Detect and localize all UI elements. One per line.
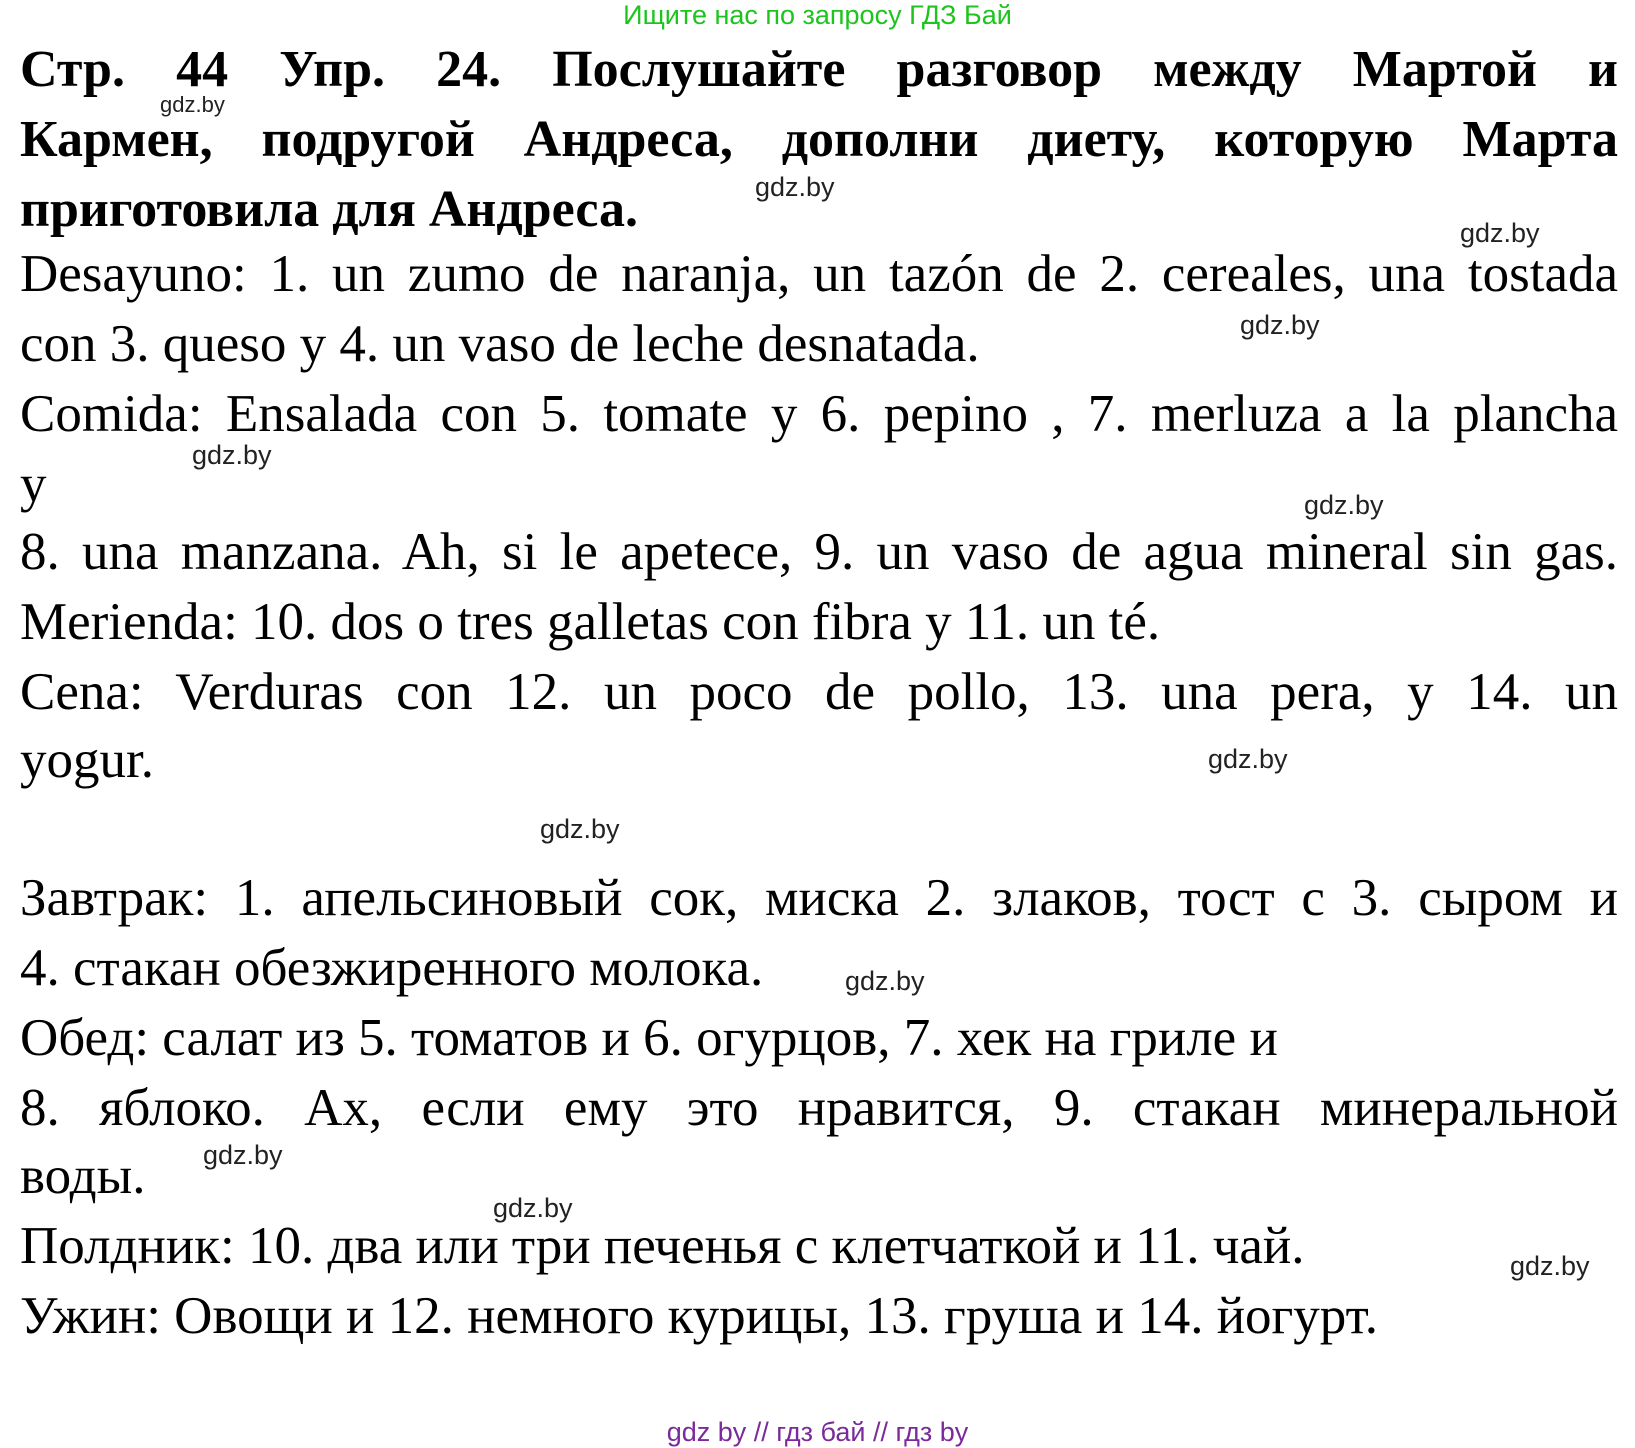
desayuno-line-2: con 3. queso y 4. un vaso de leche desnatada.: [20, 315, 980, 373]
cena-line-2: yogur.: [20, 731, 154, 789]
desayuno-line-1: Desayuno: 1. un zumo de naranja, un tazón de 2. cereales, una tostada: [20, 245, 1618, 303]
watermark: gdz.by: [1304, 490, 1384, 520]
exercise-heading-line-1: Стр. 44 Упр. 24. Послушайте разговор между Мартой и: [20, 41, 1618, 98]
watermark: gdz.by: [1240, 310, 1320, 340]
comida-line-2: y: [20, 455, 47, 513]
obed-line-3: воды.: [20, 1147, 146, 1205]
watermark: gdz.by: [1208, 744, 1288, 774]
merienda-line: Merienda: 10. dos o tres galletas con fibra y 11. un té.: [20, 593, 1161, 651]
uzhin-line: Ужин: Овощи и 12. немного курицы, 13. груша и 14. йогурт.: [20, 1287, 1379, 1345]
watermark: gdz.by: [1460, 218, 1540, 248]
zavtrak-line-2: 4. стакан обезжиренного молока.: [20, 939, 764, 997]
watermark: gdz.by: [755, 172, 835, 202]
watermark: gdz.by: [845, 966, 925, 996]
watermark: gdz.by: [160, 92, 225, 117]
comida-line-1: Comida: Ensalada con 5. tomate y 6. pepino , 7. merluza a la plancha: [20, 385, 1618, 443]
top-banner: Ищите нас по запросу ГДЗ Бай: [623, 0, 1012, 30]
cena-line-1: Cena: Verduras con 12. un poco de pollo, 13. una pera, y 14. un: [20, 663, 1618, 721]
exercise-heading-line-2: Кармен, подругой Андреса, дополни диету, которую Марта: [20, 111, 1618, 168]
comida-line-3: 8. una manzana. Ah, si le apetece, 9. un vaso de agua mineral sin gas.: [20, 523, 1618, 581]
zavtrak-line-1: Завтрак: 1. апельсиновый сок, миска 2. злаков, тост с 3. сыром и: [20, 869, 1618, 927]
watermark: gdz.by: [493, 1193, 573, 1223]
watermark: gdz.by: [540, 814, 620, 844]
exercise-heading-line-3: приготовила для Андреса.: [20, 181, 639, 238]
watermark: gdz.by: [1510, 1251, 1590, 1281]
footer-links: gdz by // гдз бай // гдз by: [666, 1417, 969, 1447]
obed-line-2: 8. яблоко. Ах, если ему это нравится, 9. стакан минеральной: [20, 1079, 1618, 1137]
poldnik-line: Полдник: 10. два или три печенья с клетчаткой и 11. чай.: [20, 1217, 1305, 1275]
watermark: gdz.by: [203, 1140, 283, 1170]
obed-line-1: Обед: салат из 5. томатов и 6. огурцов, 7. хек на гриле и: [20, 1009, 1278, 1067]
watermark: gdz.by: [192, 440, 272, 470]
